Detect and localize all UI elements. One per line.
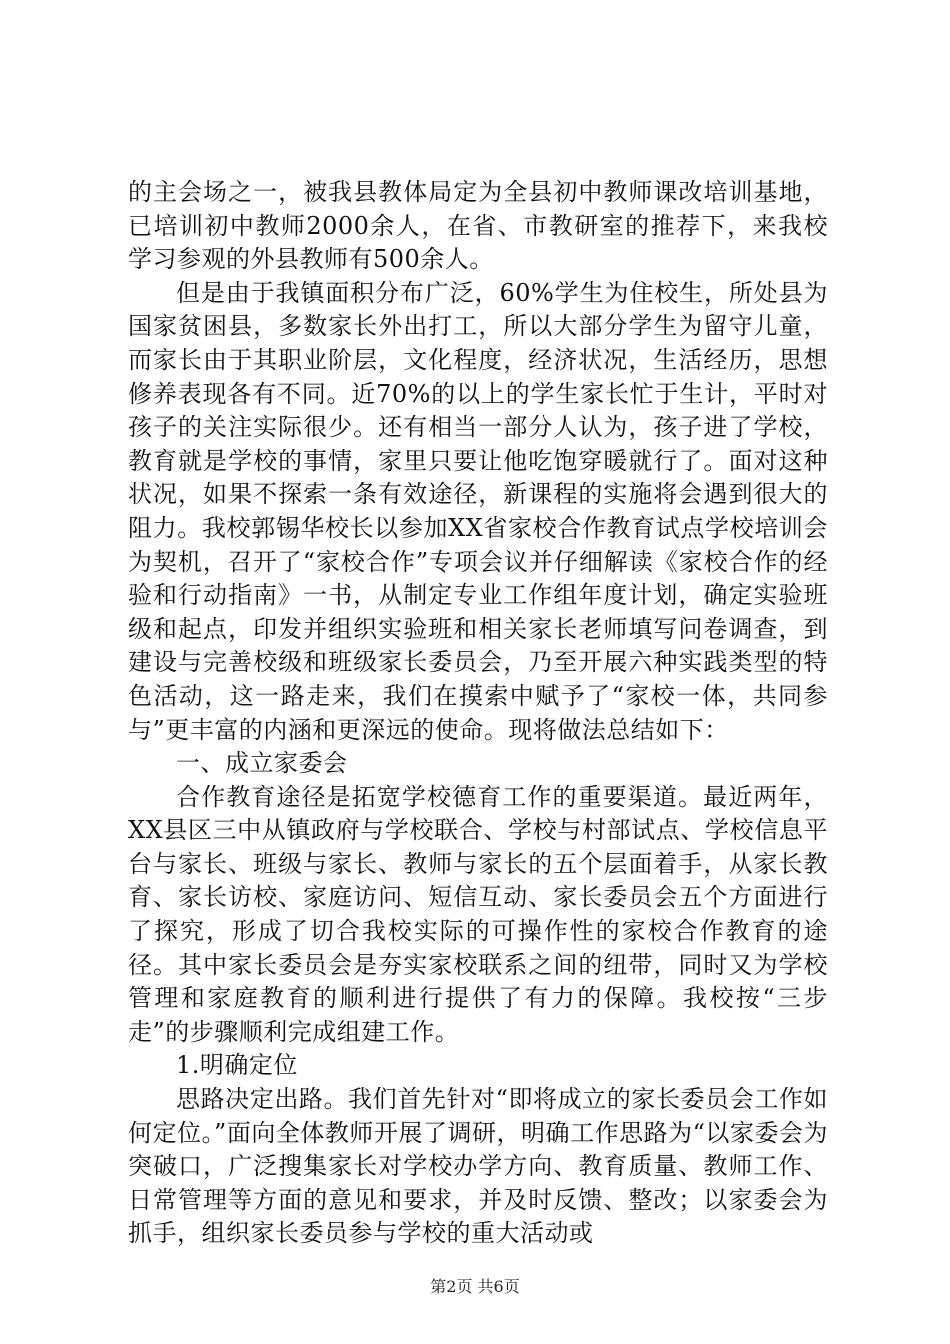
paragraph-cooperation-channels: 合作教育途径是拓宽学校德育工作的重要渠道。最近两年，XX县区三中从镇政府与学校联合、学校与村部试点、学校信息平台与家长、班级与家长、教师与家长的五个层面着手，从家长教育、家长访校、家庭访问、短信互动、家长委员会五个方面进行了探究，形成了切合我校实际的可操作性的家校合作教育的途径。其中家长委员会是夯实家校联系之间的纽带，同时又为学校管理和家庭教育的顺利进行提供了有力的保障。我校按“三步走”的步骤顺利完成组建工作。 [128, 782, 828, 1046]
paragraph-background: 但是由于我镇面积分布广泛，60%学生为住校生，所处县为国家贫困县，多数家长外出打工，所以大部分学生为留守儿童，而家长由于其职业阶层，文化程度，经济状况，生活经历，思想修养表现各有不同。近70%的以上的学生家长忙于生计，平时对孩子的关注实际很少。还有相当一部分人认为，孩子进了学校，教育就是学校的事情，家里只要让他吃饱穿暖就行了。面对这种状况，如果不探索一条有效途径，新课程的实施将会遇到很大的阻力。我校郭锡华校长以参加XX省家校合作教育试点学校培训会为契机，召开了“家校合作”专项会议并仔细解读《家校合作的经验和行动指南》一书，从制定专业工作组年度计划，确定实验班级和起点，印发并组织实验班和相关家长老师填写问卷调查，到建设与完善校级和班级家长委员会，乃至开展六种实践类型的特色活动，这一路走来，我们在摸索中赋予了“家校一体，共同参与”更丰富的内涵和更深远的使命。现将做法总结如下： [128, 278, 828, 744]
paragraph-continuation: 的主会场之一，被我县教体局定为全县初中教师课改培训基地，已培训初中教师2000余人，在省、市教研室的推荐下，来我校学习参观的外县教师有500余人。 [128, 178, 828, 274]
subsection-heading-positioning: 1.明确定位 [176, 1051, 298, 1080]
paragraph-positioning: 思路决定出路。我们首先针对“即将成立的家长委员会工作如何定位。”面向全体教师开展了调研，明确工作思路为“以家委会为突破口，广泛搜集家长对学校办学方向、教育质量、教师工作、日常管理等方面的意见和要求，并及时反馈、整改；以家委会为抓手，组织家长委员参与学校的重大活动或 [128, 1085, 828, 1248]
section-heading-establish-committee: 一、成立家委会 [176, 749, 348, 778]
page-footer: 第2页 共6页 [430, 1277, 520, 1296]
document-body [128, 176, 828, 1251]
